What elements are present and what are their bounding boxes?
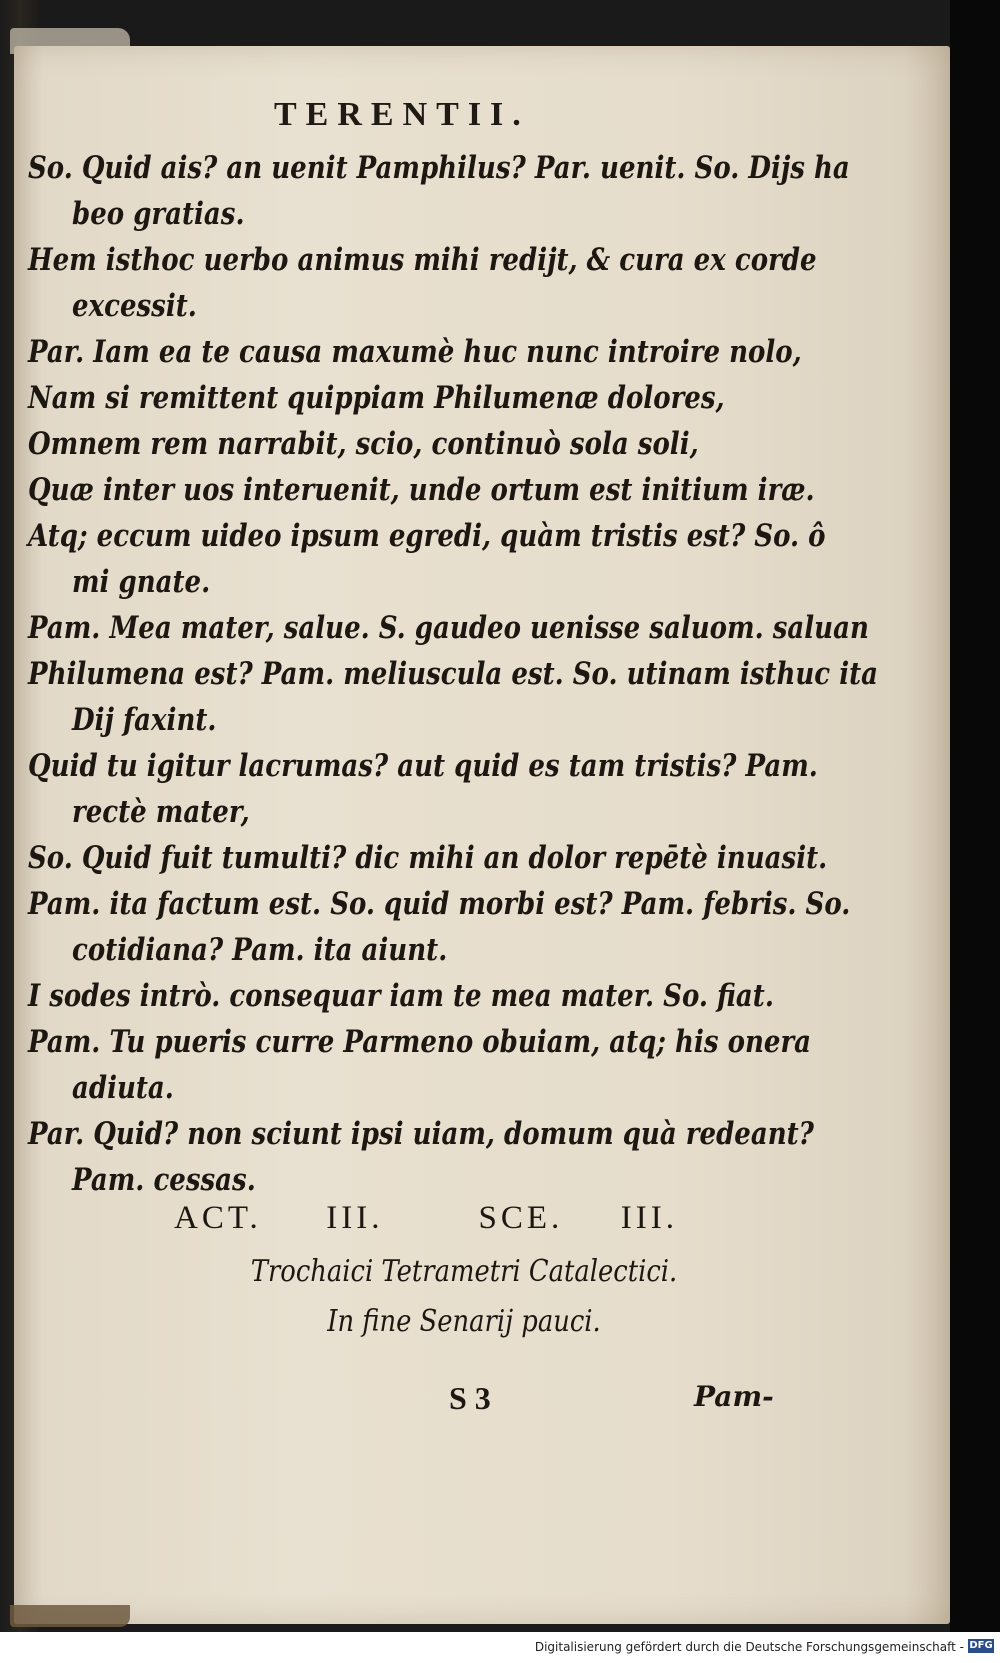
verse-line: Pam. Mea mater, salue. S. gaudeo uenisse saluom. saluan bbox=[28, 610, 869, 646]
catchword: Pam- bbox=[694, 1380, 774, 1413]
verse-line: Quid tu igitur lacrumas? aut quid es tam tristis? Pam. bbox=[28, 748, 818, 784]
verse-line: Pam. Tu pueris curre Parmeno obuiam, atq; his onera bbox=[28, 1024, 812, 1060]
signature-mark: S 3 bbox=[449, 1380, 491, 1416]
meter-subheading: In fine Senarij pauci. bbox=[327, 1304, 601, 1339]
verse-line: Par. Quid? non sciunt ipsi uiam, domum quà redeant? bbox=[28, 1116, 814, 1152]
book-page bbox=[14, 46, 950, 1624]
page-edge-bottom bbox=[10, 1605, 130, 1627]
verse-line: So. Quid fuit tumulti? dic mihi an dolor repētè inuasit. bbox=[28, 840, 828, 876]
verse-line: Dij faxint. bbox=[72, 702, 217, 738]
meter-heading: Trochaici Tetrametri Catalectici. bbox=[250, 1254, 678, 1289]
book-spine bbox=[950, 0, 1000, 1632]
running-head: TERENTII. bbox=[274, 96, 530, 133]
verse-line: excessit. bbox=[72, 288, 197, 324]
verse-line: adiuta. bbox=[72, 1070, 174, 1106]
dfg-logo: DFG bbox=[969, 1640, 993, 1651]
verse-line: Philumena est? Pam. meliuscula est. So. utinam isthuc ita bbox=[28, 656, 879, 692]
scene-label: SCE. bbox=[478, 1200, 564, 1236]
act-label: ACT. bbox=[174, 1200, 262, 1236]
verse-line: Pam. cessas. bbox=[72, 1162, 256, 1198]
verse-line: Quæ inter uos interuenit, unde ortum est initium iræ. bbox=[28, 472, 815, 508]
verse-line: mi gnate. bbox=[72, 564, 211, 600]
verse-line: cotidiana? Pam. ita aiunt. bbox=[72, 932, 448, 968]
verse-line: Hem isthoc uerbo animus mihi redijt, & cura ex corde bbox=[28, 242, 817, 278]
act-number: III. bbox=[326, 1200, 384, 1236]
scene-number: III. bbox=[620, 1200, 678, 1236]
verse-line: I sodes intrò. consequar iam te mea mater. So. fiat. bbox=[28, 978, 774, 1014]
verse-line: Nam si remittent quippiam Philumenæ dolores, bbox=[28, 380, 725, 416]
verse-line: Omnem rem narrabit, scio, continuò sola soli, bbox=[28, 426, 699, 462]
verse-line: Atq; eccum uideo ipsum egredi, quàm tristis est? So. ô bbox=[28, 518, 826, 554]
verse-line: beo gratias. bbox=[72, 196, 245, 232]
verse-line: rectè mater, bbox=[72, 794, 250, 830]
act-scene-heading bbox=[174, 1200, 774, 1237]
verse-line: So. Quid ais? an uenit Pamphilus? Par. uenit. So. Dijs ha bbox=[28, 150, 850, 186]
footer-bar bbox=[0, 1632, 1000, 1663]
footer-credit: Digitalisierung gefördert durch die Deutsche Forschungsgemeinschaft - bbox=[534, 1640, 964, 1654]
verse-line: Par. Iam ea te causa maxumè huc nunc introire nolo, bbox=[28, 334, 802, 370]
page-text-block bbox=[14, 46, 950, 1624]
verse-line: Pam. ita factum est. So. quid morbi est? Pam. febris. So. bbox=[28, 886, 851, 922]
